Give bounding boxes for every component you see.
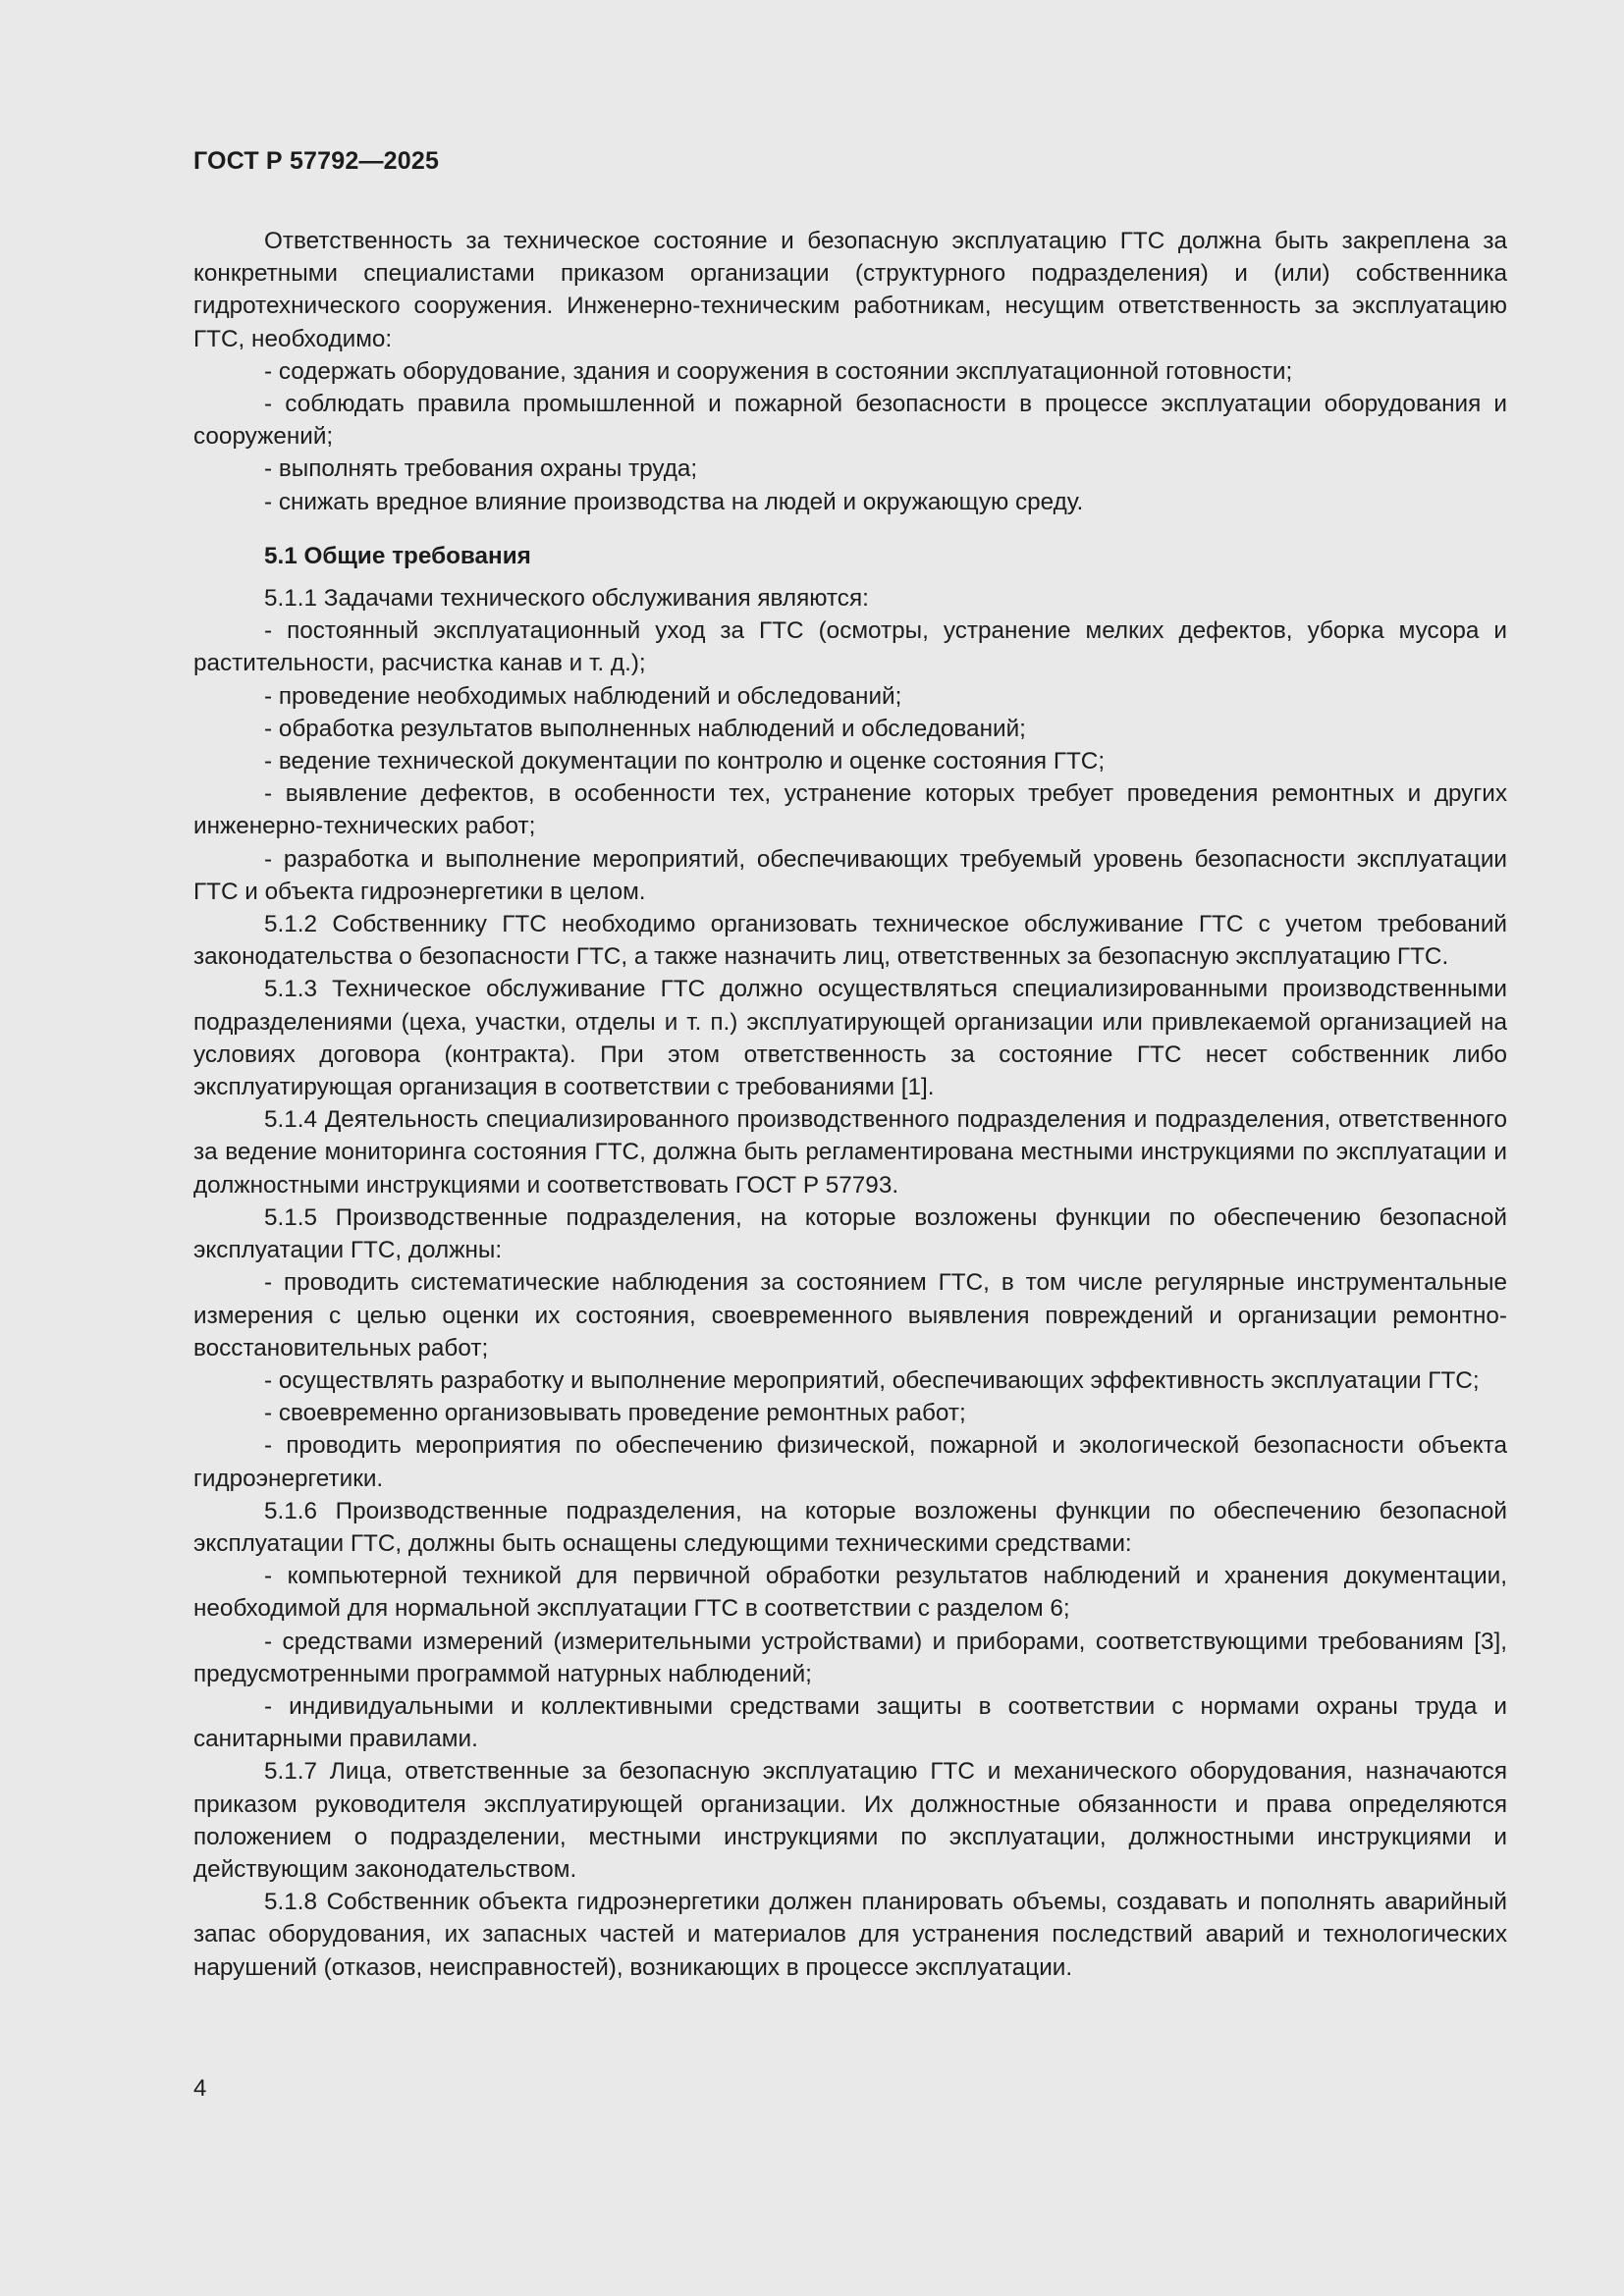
clause-paragraph: 5.1.2 Собственнику ГТС необходимо организовать техническое обслуживание ГТС с учетом требований законодательства о безопасности ГТС, а также назначить лиц, ответственных за безопасную эксплуатацию ГТС. — [193, 911, 1507, 971]
list-item: - проводить систематические наблюдения за состоянием ГТС, в том числе регулярные инструментальные измерения с целью оценки их состояния, своевременного выявления повреждений и организации ремонтно-восстановительных работ; — [193, 1269, 1507, 1362]
list-item: - проводить мероприятия по обеспечению физической, пожарной и экологической безопасности объекта гидроэнергетики. — [193, 1432, 1507, 1492]
list-item: - осуществлять разработку и выполнение мероприятий, обеспечивающих эффективность эксплуатации ГТС; — [264, 1366, 1480, 1394]
list-item: - содержать оборудование, здания и сооружения в состоянии эксплуатационной готовности; — [264, 357, 1293, 385]
list-item: - своевременно организовывать проведение ремонтных работ; — [264, 1400, 966, 1427]
list-item: - снижать вредное влияние производства на людей и окружающую среду. — [264, 488, 1084, 515]
section-heading: 5.1 Общие требования — [264, 542, 531, 569]
clause-paragraph: 5.1.7 Лица, ответственные за безопасную эксплуатацию ГТС и механического оборудования, назначаются приказом руководителя эксплуатирующей организации. Их должностные обязанности и права определяются положением о подразделении, местными инструкциями по эксплуатации, должностными инструкциями и действующим законодательством. — [193, 1758, 1507, 1883]
list-item: - ведение технической документации по контролю и оценке состояния ГТС; — [264, 748, 1106, 775]
clause-paragraph: 5.1.4 Деятельность специализированного производственного подразделения и подразделения, ответственного за ведение мониторинга состояния ГТС, должна быть регламентирована местными инструкциями по эксплуатации и должностными инструкциями и соответствовать ГОСТ Р 57793. — [193, 1106, 1507, 1199]
list-item: - проведение необходимых наблюдений и обследований; — [264, 682, 902, 710]
list-item: - выявление дефектов, в особенности тех, устранение которых требует проведения ремонтных и других инженерно-технических работ; — [193, 780, 1507, 840]
clause-paragraph: 5.1.3 Техническое обслуживание ГТС должно осуществляться специализированными производственными подразделениями (цеха, участки, отделы и т. п.) эксплуатирующей организации или привлекаемой организацией на условиях договора (контракта). При этом ответственность за состояние ГТС несет собственник либо эксплуатирующая организация в соответствии с требованиями [1]. — [193, 976, 1507, 1101]
page-number: 4 — [193, 2075, 207, 2102]
clause-paragraph: 5.1.6 Производственные подразделения, на которые возложены функции по обеспечению безопасной эксплуатации ГТС, должны быть оснащены следующими техническими средствами: — [193, 1497, 1507, 1557]
list-item: - постоянный эксплуатационный уход за ГТС (осмотры, устранение мелких дефектов, уборка мусора и растительности, расчистка канав и т. д.); — [193, 617, 1507, 677]
list-item: - соблюдать правила промышленной и пожарной безопасности в процессе эксплуатации оборудования и сооружений; — [193, 391, 1507, 451]
list-item: - средствами измерений (измерительными устройствами) и приборами, соответствующими требованиям [3], предусмотренными программой натурных наблюдений; — [193, 1628, 1507, 1687]
list-item: - выполнять требования охраны труда; — [264, 455, 698, 483]
list-item: - индивидуальными и коллективными средствами защиты в соответствии с нормами охраны труда и санитарными правилами. — [193, 1692, 1507, 1753]
clause-paragraph: 5.1.1 Задачами технического обслуживания являются: — [264, 585, 869, 613]
clause-paragraph: 5.1.5 Производственные подразделения, на которые возложены функции по обеспечению безопасной эксплуатации ГТС, должны: — [193, 1203, 1507, 1264]
clause-paragraph: 5.1.8 Собственник объекта гидроэнергетики должен планировать объемы, создавать и пополнять аварийный запас оборудования, их запасных частей и материалов для устранения последствий аварий и технологических нарушений (отказов, неисправностей), возникающих в процессе эксплуатации. — [193, 1889, 1507, 1981]
document-code-header: ГОСТ Р 57792—2025 — [193, 147, 440, 175]
list-item: - разработка и выполнение мероприятий, обеспечивающих требуемый уровень безопасности эксплуатации ГТС и объекта гидроэнергетики в целом. — [193, 845, 1507, 905]
list-item: - обработка результатов выполненных наблюдений и обследований; — [264, 715, 1026, 742]
intro-paragraph: Ответственность за техническое состояние и безопасную эксплуатацию ГТС должна быть закреплена за конкретными специалистами приказом организации (структурного подразделения) и (или) собственника гидротехнического сооружения. Инженерно-техническим работникам, несущим ответственность за эксплуатацию ГТС, необходимо: — [193, 228, 1507, 352]
list-item: - компьютерной техникой для первичной обработки результатов наблюдений и хранения документации, необходимой для нормальной эксплуатации ГТС в соответствии с разделом 6; — [193, 1563, 1507, 1623]
document-body — [193, 225, 1507, 1984]
